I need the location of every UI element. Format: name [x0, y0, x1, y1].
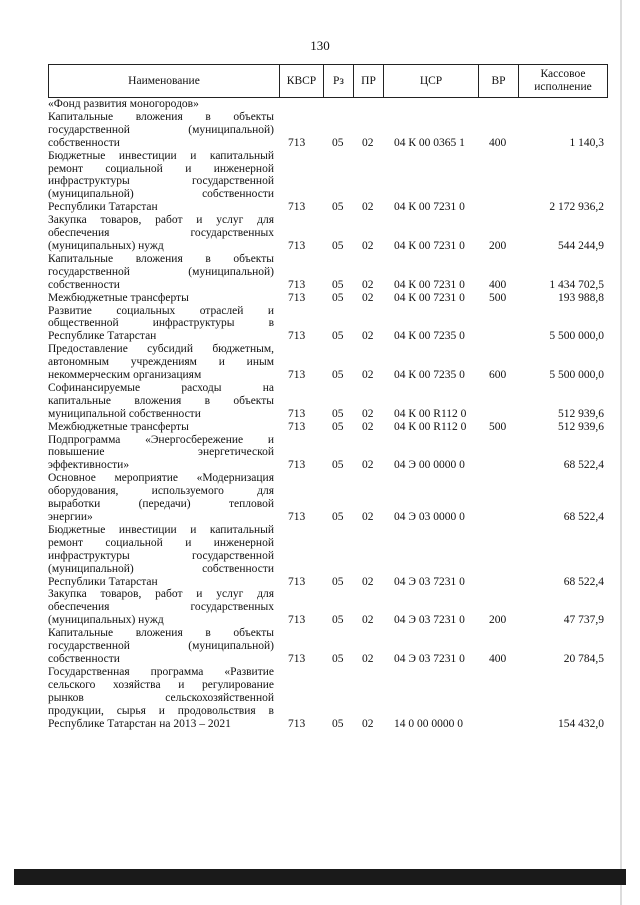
- row-rz: 05: [332, 420, 344, 433]
- row-name-line: государственной (муниципальной): [48, 123, 274, 136]
- table-row: [48, 472, 608, 524]
- row-pr: 02: [362, 717, 374, 730]
- row-name-line: ремонт социальной и инженерной: [48, 162, 274, 175]
- row-rz: 05: [332, 136, 344, 149]
- header-rz: Рз: [324, 65, 354, 97]
- row-vr: 400: [489, 278, 507, 291]
- row-kvsr: 713: [288, 369, 306, 382]
- row-csr: 14 0 00 0000 0: [394, 717, 463, 730]
- row-name-line: (муниципальной) собственности: [48, 562, 274, 575]
- row-kvsr: 713: [288, 652, 306, 665]
- header-name: Наименование: [49, 65, 280, 97]
- row-name: [48, 343, 274, 382]
- row-name-line: оборудования, используемого для: [48, 485, 274, 498]
- row-name-line: Межбюджетные трансферты: [48, 420, 189, 433]
- row-name-line: общественной инфраструктуры в: [48, 317, 274, 330]
- row-rz: 05: [332, 239, 344, 252]
- row-kvsr: 713: [288, 614, 306, 627]
- row-name-line: Основное мероприятие «Модернизация: [48, 472, 274, 485]
- row-kvsr: 713: [288, 201, 306, 214]
- row-kvsr: 713: [288, 420, 306, 433]
- row-csr: 04 К 00 7231 0: [394, 278, 465, 291]
- row-name-line: Подпрограмма «Энергосбережение и: [48, 433, 274, 446]
- row-name-line: ремонт социальной и инженерной: [48, 536, 274, 549]
- row-name: [48, 421, 274, 434]
- row-name-line: Республики Татарстан: [48, 575, 158, 588]
- table-body: [48, 98, 608, 730]
- header-csr: ЦСР: [384, 65, 479, 97]
- row-name-line: повышение энергетической: [48, 446, 274, 459]
- row-pr: 02: [362, 614, 374, 627]
- row-name: [48, 472, 274, 524]
- row-name: [48, 588, 274, 627]
- row-pr: 02: [362, 407, 374, 420]
- table-row: [48, 627, 608, 666]
- row-name-line: Капитальные вложения в объекты: [48, 627, 274, 640]
- row-name-line: собственности: [48, 652, 120, 665]
- row-name-line: Бюджетные инвестиции и капитальный: [48, 149, 274, 162]
- row-pr: 02: [362, 330, 374, 343]
- table-row: [48, 343, 608, 382]
- row-csr: 04 К 00 R112 0: [394, 407, 467, 420]
- row-csr: 04 К 00 0365 1: [394, 136, 465, 149]
- row-name: [48, 292, 274, 305]
- row-amount: 1 140,3: [569, 136, 604, 149]
- row-rz: 05: [332, 278, 344, 291]
- row-vr: 500: [489, 420, 507, 433]
- row-name-line: (муниципальной) собственности: [48, 188, 274, 201]
- row-csr: 04 Э 03 7231 0: [394, 614, 465, 627]
- row-name: [48, 627, 274, 666]
- table-row: [48, 253, 608, 292]
- row-name-line: капитальные вложения в объекты: [48, 394, 274, 407]
- scan-edge: [620, 0, 622, 905]
- table-row: [48, 382, 608, 421]
- row-name: [48, 253, 274, 292]
- row-name-line: Республики Татарстан: [48, 201, 158, 214]
- row-name: [48, 434, 274, 473]
- row-amount: 5 500 000,0: [549, 369, 604, 382]
- row-csr: 04 К 00 7235 0: [394, 330, 465, 343]
- table-header: [48, 64, 608, 98]
- row-name-line: Закупка товаров, работ и услуг для: [48, 214, 274, 227]
- row-name-line: автономным учреждениям и иным: [48, 356, 274, 369]
- row-name-line: сельского хозяйства и регулирование: [48, 678, 274, 691]
- row-csr: 04 К 00 R112 0: [394, 420, 467, 433]
- row-amount: 68 522,4: [563, 575, 604, 588]
- row-amount: 512 939,6: [558, 420, 604, 433]
- row-kvsr: 713: [288, 278, 306, 291]
- row-amount: 68 522,4: [563, 511, 604, 523]
- row-rz: 05: [332, 717, 344, 730]
- row-name-line: инфраструктуры государственной: [48, 549, 274, 562]
- row-name-line: Софинансируемые расходы на: [48, 381, 274, 394]
- row-vr: 600: [489, 369, 507, 382]
- row-name-line: собственности: [48, 278, 120, 291]
- row-name-line: Закупка товаров, работ и услуг для: [48, 588, 274, 601]
- row-name-line: государственной (муниципальной): [48, 265, 274, 278]
- row-csr: 04 К 00 7231 0: [394, 291, 465, 304]
- row-rz: 05: [332, 459, 344, 472]
- header-kvsr: КВСР: [280, 65, 324, 97]
- row-csr: 04 Э 03 7231 0: [394, 652, 465, 665]
- row-kvsr: 713: [288, 459, 306, 472]
- row-kvsr: 713: [288, 407, 306, 420]
- row-pr: 02: [362, 420, 374, 433]
- row-kvsr: 713: [288, 575, 306, 588]
- table-row: [48, 214, 608, 253]
- row-name: [48, 382, 274, 421]
- row-rz: 05: [332, 407, 344, 420]
- row-rz: 05: [332, 201, 344, 214]
- table-row: [48, 305, 608, 344]
- row-kvsr: 713: [288, 239, 306, 252]
- row-name-line: эффективности»: [48, 459, 130, 472]
- table-row: [48, 111, 608, 150]
- header-kassovoe-line1: Кассовое: [540, 68, 586, 80]
- row-name-line: Предоставление субсидий бюджетным,: [48, 343, 274, 356]
- row-name-line: Капитальные вложения в объекты: [48, 252, 274, 265]
- header-pr: ПР: [354, 65, 384, 97]
- row-csr: 04 К 00 7231 0: [394, 201, 465, 214]
- row-rz: 05: [332, 369, 344, 382]
- row-amount: 193 988,8: [558, 291, 604, 304]
- row-csr: 04 К 00 7231 0: [394, 239, 465, 252]
- row-pr: 02: [362, 201, 374, 214]
- page-number: 130: [310, 38, 330, 53]
- row-name: [48, 524, 274, 589]
- row-kvsr: 713: [288, 330, 306, 343]
- row-vr: 400: [489, 652, 507, 665]
- row-rz: 05: [332, 652, 344, 665]
- row-kvsr: 713: [288, 291, 306, 304]
- row-name-line: Межбюджетные трансферты: [48, 291, 189, 304]
- row-name-line: продукции, сырья и продовольствия в: [48, 704, 274, 717]
- row-pr: 02: [362, 575, 374, 588]
- table-row: [48, 434, 608, 473]
- row-amount: 512 939,6: [558, 407, 604, 420]
- row-pr: 02: [362, 652, 374, 665]
- table-row: [48, 666, 608, 731]
- row-amount: 1 434 702,5: [549, 278, 604, 291]
- row-name-line: собственности: [48, 136, 120, 149]
- row-pr: 02: [362, 136, 374, 149]
- scan-bottom-bar: [14, 869, 626, 885]
- table-row: [48, 292, 608, 305]
- row-name-line: (муниципальных) нужд: [48, 614, 164, 627]
- row-name-line: обеспечения государственных: [48, 227, 274, 240]
- row-name-line: муниципальной собственности: [48, 407, 201, 420]
- row-name: [48, 98, 274, 111]
- row-amount: 47 737,9: [563, 614, 604, 627]
- row-name-line: Республике Татарстан: [48, 330, 157, 343]
- row-rz: 05: [332, 614, 344, 627]
- row-name-line: рынков сельскохозяйственной: [48, 691, 274, 704]
- row-amount: 68 522,4: [563, 459, 604, 472]
- row-name: [48, 111, 274, 150]
- row-name-line: некоммерческим организациям: [48, 369, 202, 382]
- row-pr: 02: [362, 511, 374, 523]
- row-name-line: Бюджетные инвестиции и капитальный: [48, 523, 274, 536]
- row-vr: 200: [489, 239, 507, 252]
- row-csr: 04 К 00 7235 0: [394, 369, 465, 382]
- row-rz: 05: [332, 575, 344, 588]
- header-kassovoe: [519, 65, 607, 97]
- row-name-line: инфраструктуры государственной: [48, 175, 274, 188]
- row-name: [48, 666, 274, 731]
- row-pr: 02: [362, 239, 374, 252]
- row-amount: 5 500 000,0: [549, 330, 604, 343]
- table-row: [48, 98, 608, 111]
- table-row: [48, 150, 608, 215]
- row-name: [48, 150, 274, 215]
- header-vr: ВР: [479, 65, 519, 97]
- row-vr: 500: [489, 291, 507, 304]
- row-pr: 02: [362, 278, 374, 291]
- row-csr: 04 Э 03 0000 0: [394, 511, 465, 523]
- row-name-line: Государственная программа «Развитие: [48, 665, 274, 678]
- row-name: [48, 214, 274, 253]
- row-pr: 02: [362, 459, 374, 472]
- row-vr: 200: [489, 614, 507, 627]
- row-csr: 04 Э 03 7231 0: [394, 575, 465, 588]
- row-name-line: Капитальные вложения в объекты: [48, 110, 274, 123]
- row-kvsr: 713: [288, 511, 306, 523]
- row-name-line: государственной (муниципальной): [48, 640, 274, 653]
- row-vr: 400: [489, 136, 507, 149]
- row-kvsr: 713: [288, 136, 306, 149]
- row-kvsr: 713: [288, 717, 306, 730]
- row-amount: 2 172 936,2: [549, 201, 604, 214]
- row-name-line: энергии»: [48, 511, 93, 523]
- row-rz: 05: [332, 511, 344, 523]
- header-kassovoe-line2: исполнение: [534, 81, 592, 93]
- row-name-line: обеспечения государственных: [48, 601, 274, 614]
- row-name-line: (муниципальных) нужд: [48, 239, 164, 252]
- table-row: [48, 588, 608, 627]
- table-row: [48, 421, 608, 434]
- row-name-line: выработки (передачи) тепловой: [48, 498, 274, 511]
- row-name-line: Развитие социальных отраслей и: [48, 304, 274, 317]
- row-name-line: «Фонд развития моногородов»: [48, 98, 199, 110]
- row-amount: 20 784,5: [563, 652, 604, 665]
- row-csr: 04 Э 00 0000 0: [394, 459, 465, 472]
- row-amount: 154 432,0: [558, 717, 604, 730]
- row-pr: 02: [362, 291, 374, 304]
- row-name: [48, 305, 274, 344]
- row-amount: 544 244,9: [558, 239, 604, 252]
- row-pr: 02: [362, 369, 374, 382]
- table-row: [48, 524, 608, 589]
- row-name-line: Республике Татарстан на 2013 – 2021: [48, 717, 231, 730]
- row-rz: 05: [332, 330, 344, 343]
- row-rz: 05: [332, 291, 344, 304]
